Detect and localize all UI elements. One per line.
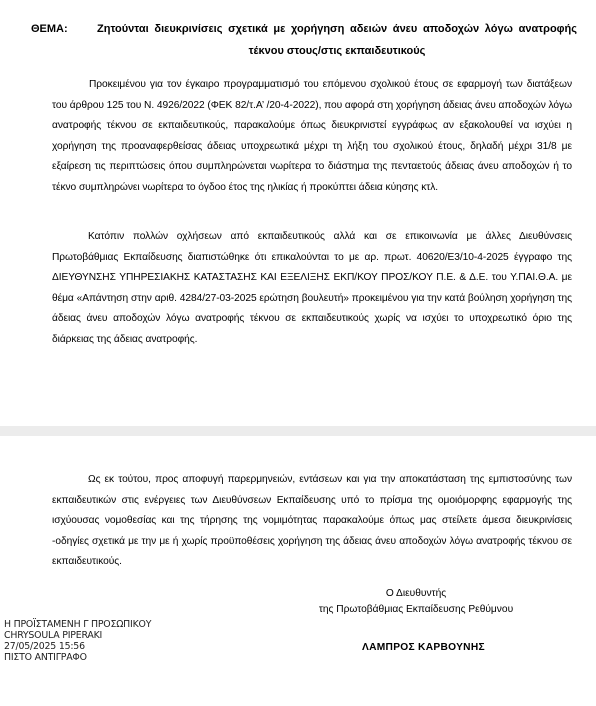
paragraph-2: Κατόπιν πολλών οχλήσεων από εκπαιδευτικούς αλλά και σε επικοινωνία με άλλες Διευθύνσεις Πρωτοβάθμιας Εκπαίδευσης διαπιστώθηκε ότι επικαλούνται το με αρ. πρωτ. 40620/Ε3/10-4-2025 έγγραφο της ΔΙΕΥΘΥΝΣΗΣ ΥΠΗΡΕΣΙΑΚΗΣ ΚΑΤΑΣΤΑΣΗΣ ΚΑΙ ΕΞΕΛΙΞΗΣ ΕΚΠ/ΚΟΥ ΠΡΟΣ/ΚΟΥ Π.Ε. & Δ.Ε. του Υ.ΠΑΙ.Θ.Α. με θέμα «Απάντηση στην αριθ. 4284/27-03-2025 ερώτηση βουλευτή» προκειμένου για την κατά βούληση χορήγηση της άδειας άνευ αποδοχών λόγω ανατροφής τέκνου σε εκπαιδευτικούς χωρίς να ισχύει το υποχρεωτικό όριο της διάρκειας της άδειας ανατροφής. <box>52 231 572 345</box>
digital-signature-stamp <box>4 619 151 663</box>
stamp-datetime: 27/05/2025 15:56 <box>4 641 85 652</box>
subject-label: ΘΕΜΑ: <box>31 23 68 35</box>
signature-name: ΛΑΜΠΡΟΣ ΚΑΡΒΟΥΝΗΣ <box>362 642 485 653</box>
stamp-signer: CHRYSOULA PIPERAKI <box>4 630 103 641</box>
paragraph-1: Προκειμένου για τον έγκαιρο προγραμματισμό του επόμενου σχολικού έτους σε εφαρμογή των διατάξεων του άρθρου 125 του Ν. 4926/2022 (ΦΕΚ 82/τ.Α’ /20-4-2022), που αφορά στη χορήγηση άδειας άνευ αποδοχών λόγω ανατροφής τέκνου σε εκπαιδευτικούς, παρακαλούμε όπως διευκρινιστεί εγγράφως αν εξακολουθεί να ισχύει η χορήγηση της προαναφερθείσας άδειας υποχρεωτικά μέχρι τη λήξη του σχολικού έτους, δηλαδή μέχρι 31/8 με εξαίρεση τις περιπτώσεις όπου συμπληρώνεται νωρίτερα το διάστημα της πενταετούς άδειας άνευ αποδοχών ή το τέκνο συμπληρώνει νωρίτερα το όγδοο έτος της ηλικίας ή προκύπτει άδεια κύησης κτλ. <box>52 79 572 193</box>
page-break <box>0 426 596 436</box>
signature-role <box>300 586 532 618</box>
stamp-certification: ΠΙΣΤΟ ΑΝΤΙΓΡΑΦΟ <box>4 652 87 663</box>
stamp-title: Η ΠΡΟΪΣΤΑΜΕΝΗ Γ ΠΡΟΣΩΠΙΚΟΥ <box>4 619 152 630</box>
signature-role-title: Ο Διευθυντής <box>385 588 447 599</box>
subject-text: Ζητούνται διευκρινίσεις σχετικά με χορήγηση αδειών άνευ αποδοχών λόγω ανατροφής τέκνου στους/στις εκπαιδευτικούς <box>97 23 577 57</box>
paragraph-3: Ως εκ τούτου, προς αποφυγή παρερμηνειών, εντάσεων και για την αποκατάσταση της εμπιστοσύνης των εκπαιδευτικών στις ενέργειες των Διευθύνσεων Εκπαίδευσης υπό το πρίσμα της ομοιόμορφης εφαρμογής της ισχύουσας νομοθεσίας και της τήρησης της νομιμότητας παρακαλούμε όπως μας στείλετε άμεσα διευκρινίσεις -οδηγίες σχετικά με την με ή χωρίς προϋποθέσεις χορήγηση της άδειας άνευ αποδοχών λόγω ανατροφής τέκνου σε εκπαιδευτικούς. <box>52 474 572 568</box>
signature-role-organization: της Πρωτοβάθμιας Εκπαίδευσης Ρεθύμνου <box>318 604 514 615</box>
